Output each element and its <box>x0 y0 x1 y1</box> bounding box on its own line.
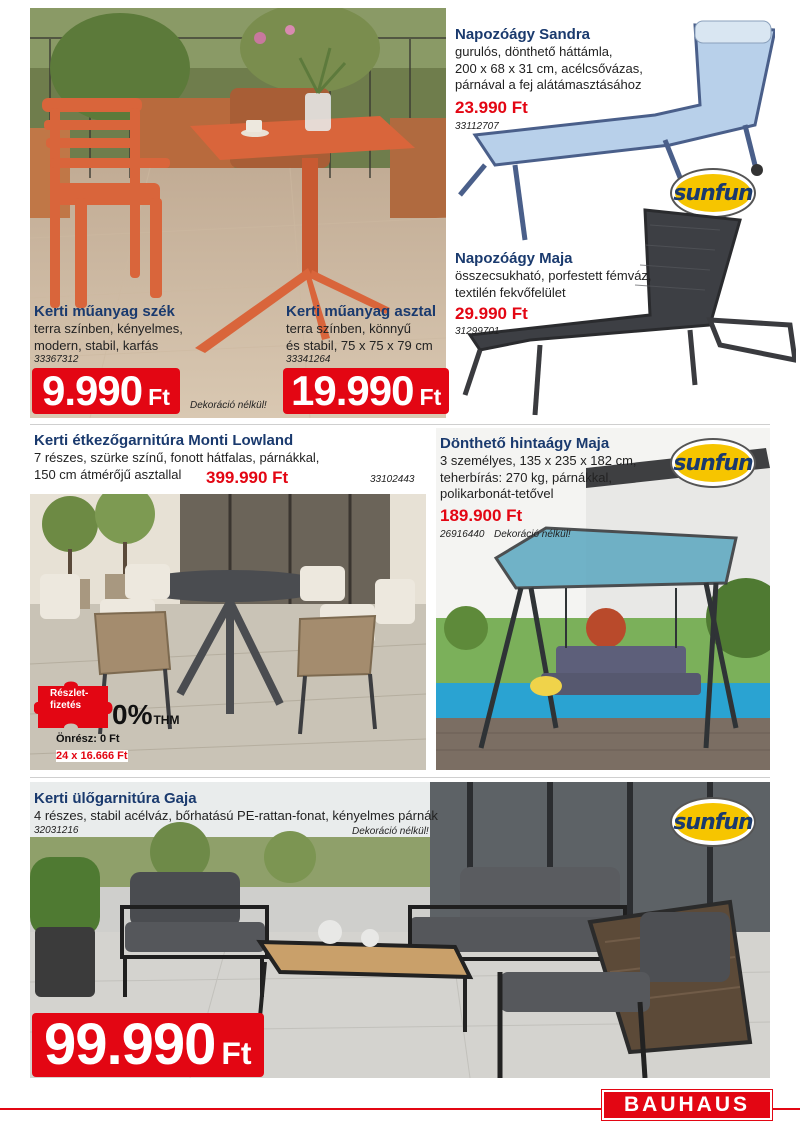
lounge-price: 99.990 <box>44 1012 216 1077</box>
installment-badge-text <box>50 688 88 712</box>
lounge-code: 32031216 <box>34 824 79 836</box>
installment-monthly: 24 x 16.666 Ft <box>56 750 128 762</box>
table-desc-line1: terra színben, könnyű <box>286 321 412 336</box>
table-title: Kerti műanyag asztal <box>286 303 437 320</box>
installment-down: Önrész: 0 Ft <box>56 733 120 745</box>
sandra-desc-line3: párnával a fej alátámasztásához <box>455 77 642 92</box>
sunfun-logo-2 <box>670 438 756 488</box>
section-divider-2 <box>30 777 770 778</box>
sandra-desc-line2: 200 x 68 x 31 cm, acélcsővázas, <box>455 60 643 76</box>
sunfun-logo-1-text: sunfun <box>673 180 753 206</box>
lounge-title: Kerti ülőgarnitúra Gaja <box>34 790 197 807</box>
dining-price: 399.990 Ft <box>206 468 289 487</box>
swing-desc-line1: 3 személyes, 135 x 235 x 182 cm, <box>440 453 637 468</box>
maja-desc-line1: összecsukható, porfestett fémváz, <box>455 268 652 283</box>
dining-title: Kerti étkezőgarnitúra Monti Lowland <box>34 432 294 449</box>
maja-code: 31299701 <box>455 326 500 337</box>
dining-code: 33102443 <box>370 474 415 485</box>
swing-desc-line3: polikarbonát-tetővel <box>440 486 554 501</box>
swing-price: 189.900 Ft <box>440 506 523 525</box>
installment-rate-value: 0% <box>112 699 153 730</box>
chair-info <box>34 303 183 365</box>
installment-thm: THM <box>153 713 180 727</box>
swing-info <box>440 435 637 503</box>
installment-badge-line2: fizetés <box>50 700 82 711</box>
table-deco-note: Dekoráció nélkül! <box>190 400 267 411</box>
swing-desc-line2: teherbírás: 270 kg, párnákkal, <box>440 469 612 485</box>
chair-price-badge <box>32 368 180 414</box>
maja-price: 29.990 Ft <box>455 304 528 323</box>
lounge-deco-note: Dekoráció nélkül! <box>352 826 429 837</box>
dining-desc-line1: 7 részes, szürke színű, fonott hátfalas, párnákkal, <box>34 450 320 465</box>
sunfun-logo-2-text: sunfun <box>673 450 753 476</box>
swing-deco-note: Dekoráció nélkül! <box>494 529 571 540</box>
sunfun-logo-3-text: sunfun <box>673 809 753 835</box>
sandra-price: 23.990 Ft <box>455 98 528 117</box>
swing-title: Dönthető hintaágy Maja <box>440 435 610 452</box>
chair-currency: Ft <box>148 384 170 410</box>
maja-desc-line2: textilén fekvőfelület <box>455 284 566 300</box>
installment-badge-line1: Részlet- <box>50 688 89 699</box>
section-divider-1 <box>30 424 770 425</box>
table-desc-line2: és stabil, 75 x 75 x 79 cm <box>286 337 433 353</box>
table-code: 33341264 <box>286 354 331 365</box>
bauhaus-logo <box>602 1090 772 1120</box>
chair-code: 33367312 <box>34 354 79 365</box>
sandra-desc-line1: gurulós, dönthető háttámla, <box>455 44 613 59</box>
chair-price: 9.990 <box>42 367 143 414</box>
maja-title: Napozóágy Maja <box>455 250 573 267</box>
swing-code: 26916440 <box>440 529 485 540</box>
chair-desc-line2: modern, stabil, karfás <box>34 337 159 353</box>
chair-title: Kerti műanyag szék <box>34 303 175 320</box>
maja-info <box>455 250 652 301</box>
dining-desc-line2: 150 cm átmérőjű asztallal <box>34 466 182 482</box>
sandra-title: Napozóágy Sandra <box>455 26 591 43</box>
table-info <box>286 303 436 365</box>
sandra-code: 33112707 <box>455 121 499 132</box>
lounge-currency: Ft <box>221 1035 252 1071</box>
sunfun-logo-3 <box>670 797 756 847</box>
installment-rate <box>112 700 179 735</box>
bauhaus-logo-text: BAUHAUS <box>624 1093 750 1116</box>
chair-desc-line1: terra színben, kényelmes, <box>34 321 183 336</box>
lounge-desc: 4 részes, stabil acélváz, bőrhatású PE-rattan-fonat, kényelmes párnák <box>34 808 438 823</box>
lounge-price-badge <box>32 1013 264 1077</box>
table-price-badge <box>283 368 449 414</box>
table-currency: Ft <box>419 384 442 410</box>
table-price: 19.990 <box>291 367 414 414</box>
